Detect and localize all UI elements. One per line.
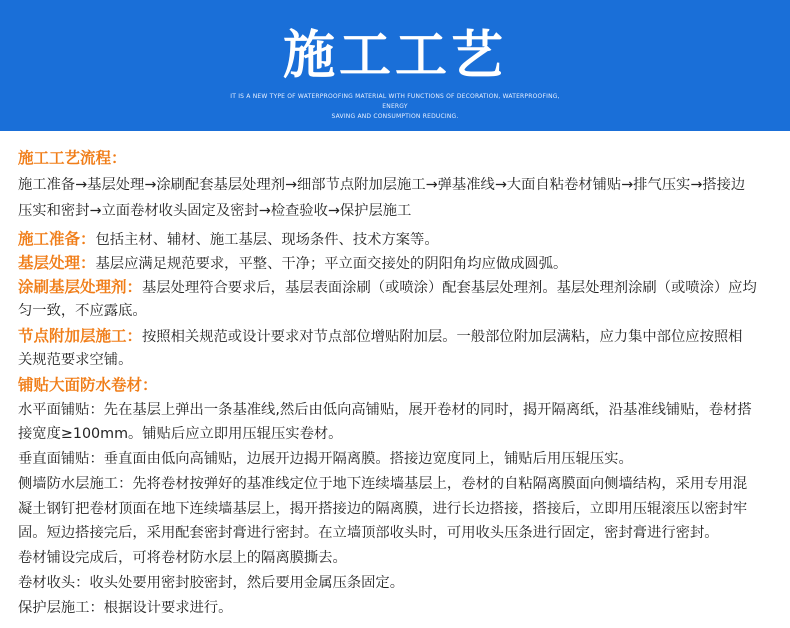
flow-heading: 施工工艺流程：: [18, 149, 127, 167]
banner-subtitle-line-2: SAVING AND CONSUMPTION REDUCING.: [331, 113, 459, 120]
primer-text-1: 基层处理符合要求后，基层表面涂刷（或喷涂）配套基层处理剂。基层处理剂涂刷（或喷涂）应均: [142, 280, 757, 296]
node-text-2: 关规范要求空铺。: [18, 352, 133, 368]
paving-line: 卷材收头：收头处要用密封胶密封，然后要用金属压条固定。: [18, 575, 405, 591]
primer-heading: 涂刷基层处理剂：: [18, 278, 143, 296]
banner-subtitle: [220, 92, 570, 122]
primer-row: [18, 274, 778, 300]
base-text: 基层应满足规范要求，平整、干净；平立面交接处的阴阳角均应做成圆弧。: [95, 256, 568, 272]
prep-row: [18, 226, 778, 252]
paving-line: 水平面铺贴：先在基层上弹出一条基准线,然后由低向高铺贴，展开卷材的同时，揭开隔离纸，沿基准线铺贴，卷材搭: [18, 402, 752, 418]
header-banner: [0, 0, 790, 131]
node-text-1: 按照相关规范或设计要求对节点部位增贴附加层。一般部位附加层满粘，应力集中部位应按照相: [142, 329, 743, 345]
node-heading: 节点附加层施工：: [18, 327, 143, 345]
paving-line: 侧墙防水层施工：先将卷材按弹好的基准线定位于地下连续墙基层上，卷材的自粘隔离膜面向侧墙结构，采用专用混: [18, 476, 748, 492]
paving-heading-row: [18, 372, 778, 398]
page-title: 施工工艺: [282, 26, 507, 86]
node-row: [18, 323, 778, 349]
prep-text: 包括主材、辅材、施工基层、现场条件、技术方案等。: [95, 232, 439, 248]
base-heading: 基层处理：: [18, 254, 96, 272]
paving-line: 保护层施工：根据设计要求进行。: [18, 600, 233, 616]
base-row: [18, 250, 778, 276]
flow-heading-row: [18, 145, 778, 171]
banner-subtitle-line-1: IT IS A NEW TYPE OF WATERPROOFING MATERIAL WITH FUNCTIONS OF DECORATION, WATERPROOFING, ENERGY: [230, 93, 560, 110]
primer-text-2: 匀一致，不应露底。: [18, 303, 147, 319]
paving-line: 固。短边搭接完后，采用配套密封膏进行密封。在立墙顶部收头时，可用收头压条进行固定，密封膏进行密封。: [18, 525, 719, 541]
paving-line: 垂直面铺贴：垂直面由低向高铺贴，边展开边揭开隔离膜。搭接边宽度同上，铺贴后用压辊压实。: [18, 451, 633, 467]
prep-heading: 施工准备：: [18, 230, 96, 248]
paving-line: 卷材铺设完成后，可将卷材防水层上的隔离膜撕去。: [18, 550, 347, 566]
flow-line-2: 压实和密封→立面卷材收头固定及密封→检查验收→保护层施工: [18, 203, 412, 219]
paving-line: 接宽度≥100mm。铺贴后应立即用压辊压实卷材。: [18, 426, 343, 442]
paving-line: 凝土钢钉把卷材顶面在地下连续墙基层上，揭开搭接边的隔离膜，进行长边搭接，搭接后，立即用压辊滚压以密封牢: [18, 501, 748, 517]
paving-heading: 铺贴大面防水卷材：: [18, 376, 158, 394]
flow-line-1: 施工准备→基层处理→涂刷配套基层处理剂→细部节点附加层施工→弹基准线→大面自粘卷材铺贴→排气压实→搭接边: [18, 177, 746, 193]
